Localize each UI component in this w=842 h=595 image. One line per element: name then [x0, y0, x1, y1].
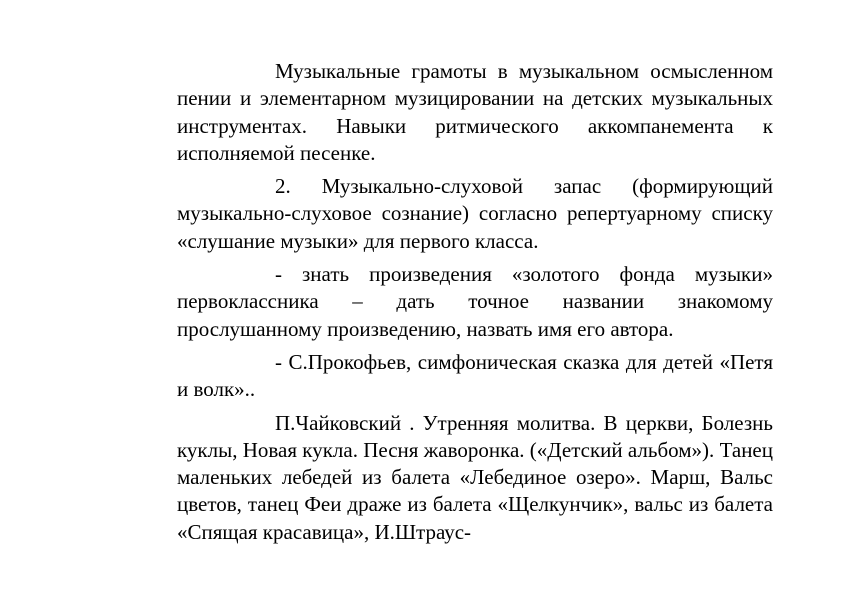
paragraph-golden-fund: - знать произведения «золотого фонда музыки» первоклассника – дать точное названии знакомому прослушанному произведению, назвать имя его автора. — [177, 262, 773, 341]
paragraph-prokofiev: - С.Прокофьев, симфоническая сказка для детей «Петя и волк».. — [177, 349, 773, 402]
paragraph-tchaikovsky: П.Чайковский . Утренняя молитва. В церкви, Болезнь куклы, Новая кукла. Песня жаворонка. («Детский альбом»). Танец маленьких лебедей из балета «Лебединое озеро». Марш, Вальс цветов, танец Феи драже из балета «Щелкунчик», вальс из балета «Спящая красавица», И.Штраус- — [177, 410, 773, 544]
paragraph-music-literacy: Музыкальные грамоты в музыкальном осмысленном пении и элементарном музицировании на детских музыкальных инструментах. Навыки ритмического аккомпанемента к исполняемой песенке. — [177, 59, 773, 165]
paragraph-listening-repertoire: 2. Музыкально-слуховой запас (формирующий музыкально-слуховое сознание) согласно репертуарному списку «слушание музыки» для первого класса. — [177, 174, 773, 253]
document-body — [177, 58, 773, 546]
